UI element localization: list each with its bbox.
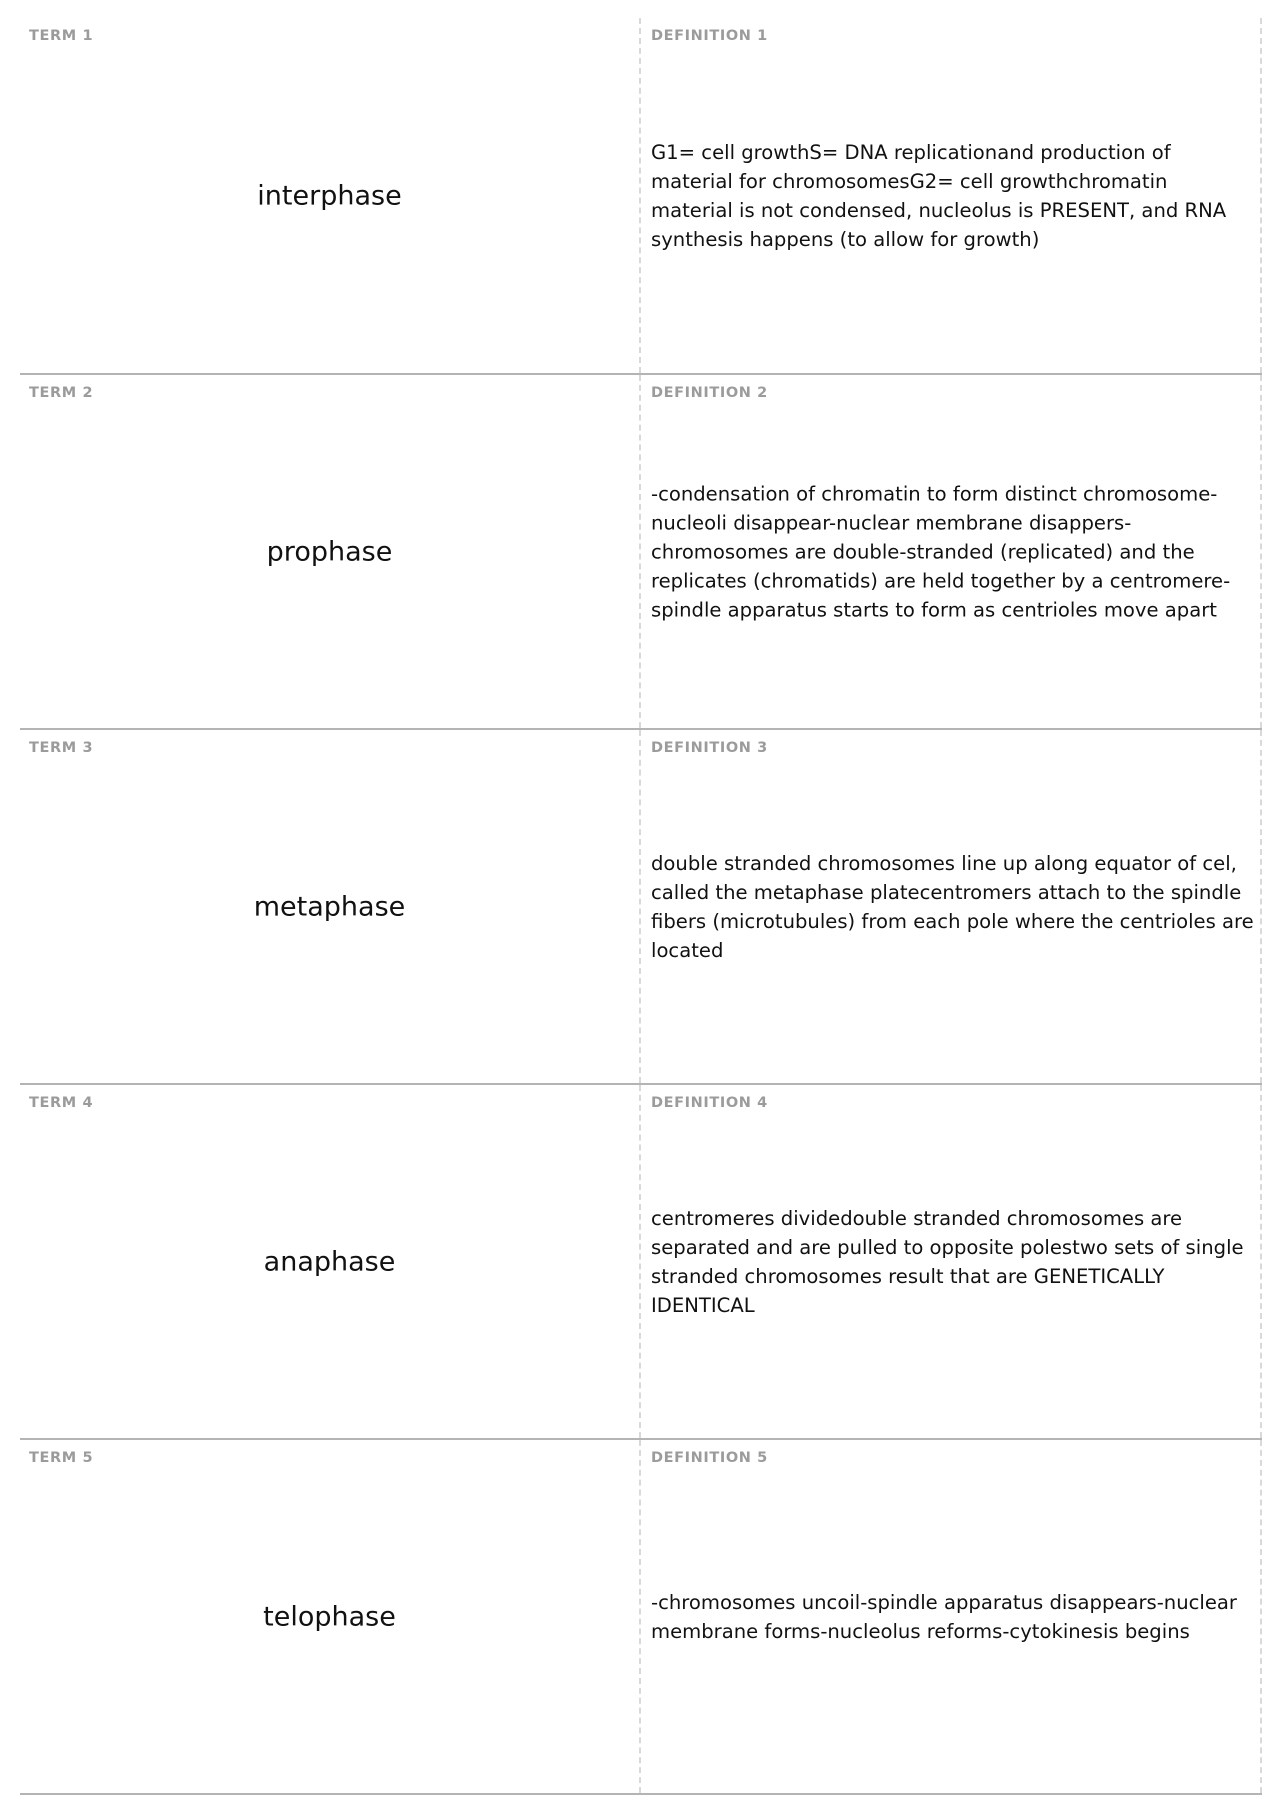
flashcard-row: [20, 1440, 1262, 1795]
definition-label: DEFINITION 5: [651, 1450, 768, 1466]
term-label: TERM 4: [29, 1095, 94, 1111]
definition-cell: [641, 375, 1262, 728]
term-cell: [20, 1085, 641, 1438]
term-label: TERM 2: [29, 385, 94, 401]
term-label: TERM 3: [29, 740, 94, 756]
term-text: interphase: [257, 180, 402, 211]
term-text: metaphase: [253, 891, 406, 922]
flashcard-row: [20, 1085, 1262, 1440]
flashcard-sheet: [20, 18, 1262, 1795]
term-text: prophase: [266, 536, 393, 567]
term-cell: [20, 18, 641, 373]
term-cell: [20, 375, 641, 728]
definition-text: -chromosomes uncoil-spindle apparatus disappears-nuclear membrane forms-nucleolus reforms-cytokinesis begins: [651, 1590, 1237, 1643]
definition-text: centromeres dividedouble stranded chromosomes are separated and are pulled to opposite polestwo sets of single stranded chromosomes result that are GENETICALLY IDENTICAL: [651, 1206, 1244, 1317]
term-label: TERM 1: [29, 28, 94, 44]
term-cell: [20, 730, 641, 1083]
definition-text: -condensation of chromatin to form distinct chromosome-nucleoli disappear-nuclear membrane disappers-chromosomes are double-stranded (replicated) and the replicates (chromatids) are held together by a centromere-spindle apparatus starts to form as centrioles move apart: [651, 482, 1231, 621]
definition-cell: [641, 1085, 1262, 1438]
flashcard-row: [20, 18, 1262, 375]
flashcard-row: [20, 730, 1262, 1085]
definition-cell: [641, 18, 1262, 373]
definition-text: G1= cell growthS= DNA replicationand production of material for chromosomesG2= cell growthchromatin material is not condensed, nucleolus is PRESENT, and RNA synthesis happens (to allow for growth): [651, 140, 1227, 251]
term-text: anaphase: [263, 1246, 396, 1277]
definition-label: DEFINITION 3: [651, 740, 768, 756]
definition-label: DEFINITION 4: [651, 1095, 768, 1111]
term-text: telophase: [263, 1601, 396, 1632]
definition-label: DEFINITION 2: [651, 385, 768, 401]
definition-label: DEFINITION 1: [651, 28, 768, 44]
flashcard-row: [20, 375, 1262, 730]
term-label: TERM 5: [29, 1450, 94, 1466]
definition-text: double stranded chromosomes line up along equator of cel, called the metaphase platecentromers attach to the spindle fibers (microtubules) from each pole where the centrioles are located: [651, 851, 1254, 962]
term-cell: [20, 1440, 641, 1793]
definition-cell: [641, 1440, 1262, 1793]
definition-cell: [641, 730, 1262, 1083]
